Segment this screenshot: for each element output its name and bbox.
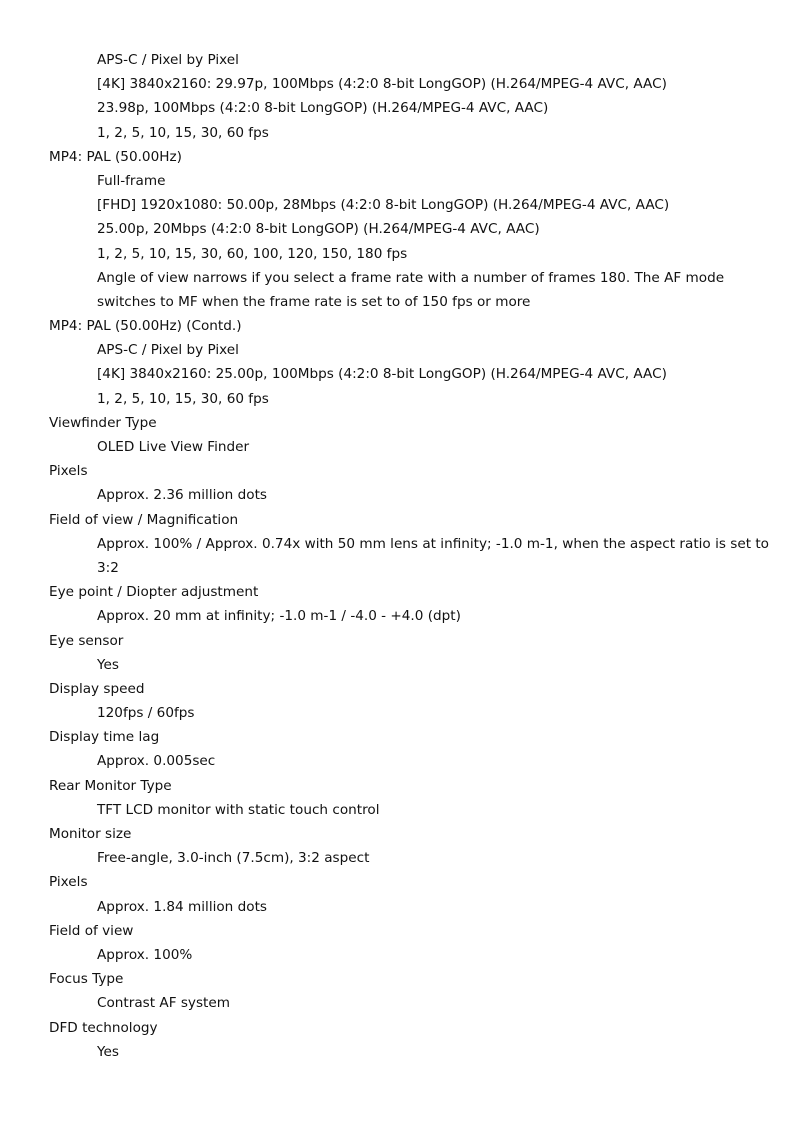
spec-heading: Field of view [49,922,134,939]
spec-value: switches to MF when the frame rate is set to of 150 fps or more [97,293,531,310]
spec-value: APS-C / Pixel by Pixel [97,342,239,359]
spec-value: Approx. 0.005sec [97,753,216,770]
spec-value: 1, 2, 5, 10, 15, 30, 60 fps [97,124,269,141]
spec-value: Angle of view narrows if you select a frame rate with a number of frames 180. The AF mode [97,269,725,286]
spec-heading: Viewfinder Type [49,414,157,431]
spec-value: [4K] 3840x2160: 25.00p, 100Mbps (4:2:0 8-bit LongGOP) (H.264/MPEG-4 AVC, AAC) [97,366,667,383]
spec-heading: Display speed [49,680,145,697]
spec-heading: MP4: PAL (50.00Hz) (Contd.) [49,318,242,335]
spec-value: [FHD] 1920x1080: 50.00p, 28Mbps (4:2:0 8-bit LongGOP) (H.264/MPEG-4 AVC, AAC) [97,197,670,214]
spec-heading: DFD technology [49,1019,158,1036]
spec-value: Approx. 2.36 million dots [97,487,267,504]
spec-value: Approx. 100% [97,946,193,963]
spec-value: 1, 2, 5, 10, 15, 30, 60 fps [97,390,269,407]
spec-value: Yes [97,656,119,673]
spec-heading: Rear Monitor Type [49,777,172,794]
spec-value: 25.00p, 20Mbps (4:2:0 8-bit LongGOP) (H.264/MPEG-4 AVC, AAC) [97,221,540,238]
spec-value: Approx. 20 mm at infinity; -1.0 m-1 / -4.0 - +4.0 (dpt) [97,608,461,625]
spec-value: Free-angle, 3.0-inch (7.5cm), 3:2 aspect [97,850,370,867]
spec-list [0,48,800,1064]
spec-heading: Eye sensor [49,632,124,649]
spec-value: 23.98p, 100Mbps (4:2:0 8-bit LongGOP) (H.264/MPEG-4 AVC, AAC) [97,100,549,117]
spec-value: [4K] 3840x2160: 29.97p, 100Mbps (4:2:0 8-bit LongGOP) (H.264/MPEG-4 AVC, AAC) [97,76,667,93]
spec-value: Full-frame [97,172,166,189]
spec-heading: Eye point / Diopter adjustment [49,584,259,601]
spec-heading: Display time lag [49,729,160,746]
spec-heading: Monitor size [49,826,132,842]
spec-value: 1, 2, 5, 10, 15, 30, 60, 100, 120, 150, 180 fps [97,245,408,262]
spec-heading: Focus Type [49,971,124,988]
spec-heading: Pixels [49,874,88,891]
spec-heading: Field of view / Magnification [49,511,239,528]
spec-heading: Pixels [49,463,88,480]
spec-value: 3:2 [97,559,119,576]
spec-value: 120fps / 60fps [97,705,195,722]
spec-value: OLED Live View Finder [97,439,250,455]
spec-value: Approx. 100% / Approx. 0.74x with 50 mm lens at infinity; -1.0 m-1, when the aspect ratio is set to [97,535,769,552]
spec-value: Approx. 1.84 million dots [97,898,267,915]
spec-value: Yes [97,1043,119,1060]
spec-value: TFT LCD monitor with static touch control [97,801,380,818]
spec-value: APS-C / Pixel by Pixel [97,52,239,68]
spec-value: Contrast AF system [97,995,230,1012]
spec-heading: MP4: PAL (50.00Hz) [49,148,182,165]
